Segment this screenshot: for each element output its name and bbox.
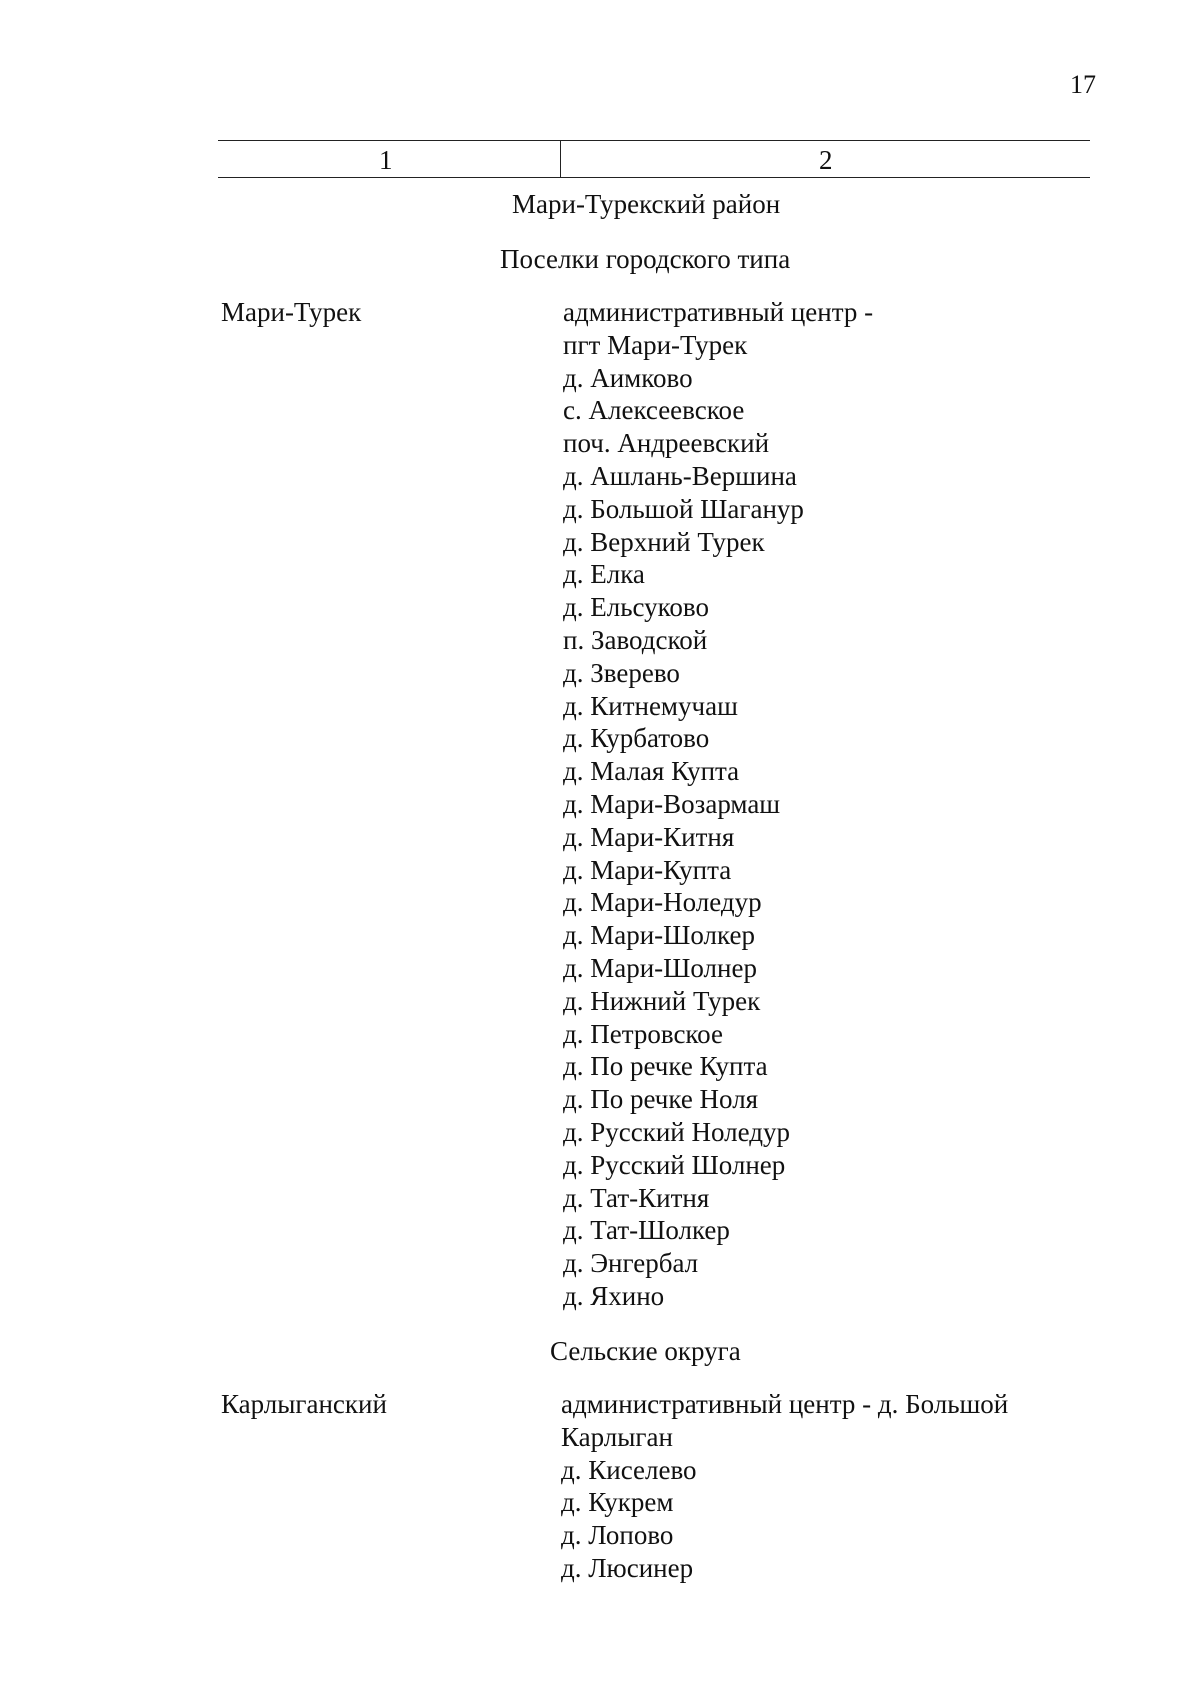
list-item: д. Курбатово <box>563 723 710 754</box>
list-item: д. Малая Купта <box>563 756 740 787</box>
list-item: д. Тат-Китня <box>563 1182 710 1213</box>
list-item: административный центр - д. Большой <box>561 1389 1009 1419</box>
list-item: д. Петровское <box>563 1018 723 1049</box>
rural-district-list <box>561 1388 1008 1585</box>
list-item: д. Елка <box>563 559 645 590</box>
list-item: поч. Андреевский <box>563 428 770 459</box>
list-item: д. Большой Шаганур <box>563 493 804 524</box>
section-heading-rural-districts: Сельские округа <box>550 1336 741 1366</box>
settlement-list <box>563 296 873 1313</box>
list-item: д. Яхино <box>563 1280 665 1311</box>
list-item: д. Тат-Шолкер <box>563 1215 730 1246</box>
section-heading-urban-settlements: Поселки городского типа <box>500 244 791 274</box>
list-item: д. Ельсуково <box>563 592 709 623</box>
list-item: д. Люсинер <box>561 1552 694 1583</box>
list-item: пгт Мари-Турек <box>563 329 748 360</box>
rural-district-name: Карлыганский <box>221 1389 387 1419</box>
list-item: административный центр - <box>563 297 874 327</box>
list-item: д. Мари-Шолкер <box>563 920 755 951</box>
settlement-name: Мари-Турек <box>221 297 362 327</box>
list-item: д. Зверево <box>563 657 680 688</box>
list-item: д. Кукрем <box>561 1487 674 1518</box>
list-item: д. Аимково <box>563 362 693 393</box>
list-item: д. Нижний Турек <box>563 985 761 1016</box>
list-item: д. Мари-Ноледур <box>563 887 762 918</box>
list-item: д. Мари-Возармаш <box>563 788 781 819</box>
list-item: д. Энгербал <box>563 1248 699 1279</box>
column-divider <box>560 141 561 177</box>
page-number: 17 <box>1070 70 1096 99</box>
list-item: д. По речке Купта <box>563 1051 768 1082</box>
list-item: д. Мари-Китня <box>563 821 735 852</box>
list-item: д. По речке Ноля <box>563 1084 759 1115</box>
list-item: Карлыган <box>561 1421 673 1452</box>
list-item: п. Заводской <box>563 624 708 655</box>
list-item: д. Китнемучаш <box>563 690 738 721</box>
list-item: д. Русский Шолнер <box>563 1149 786 1180</box>
list-item: с. Алексеевское <box>563 395 745 426</box>
district-heading: Мари-Турекский район <box>512 189 781 219</box>
list-item: д. Мари-Купта <box>563 854 732 885</box>
column-number-1: 1 <box>379 145 393 175</box>
list-item: д. Мари-Шолнер <box>563 952 757 983</box>
table-header <box>218 140 1090 178</box>
list-item: д. Верхний Турек <box>563 526 765 557</box>
list-item: д. Русский Ноледур <box>563 1116 790 1147</box>
list-item: д. Ашлань-Вершина <box>563 460 797 491</box>
list-item: д. Лопово <box>561 1520 674 1551</box>
column-number-2: 2 <box>819 145 833 175</box>
list-item: д. Киселево <box>561 1454 697 1485</box>
